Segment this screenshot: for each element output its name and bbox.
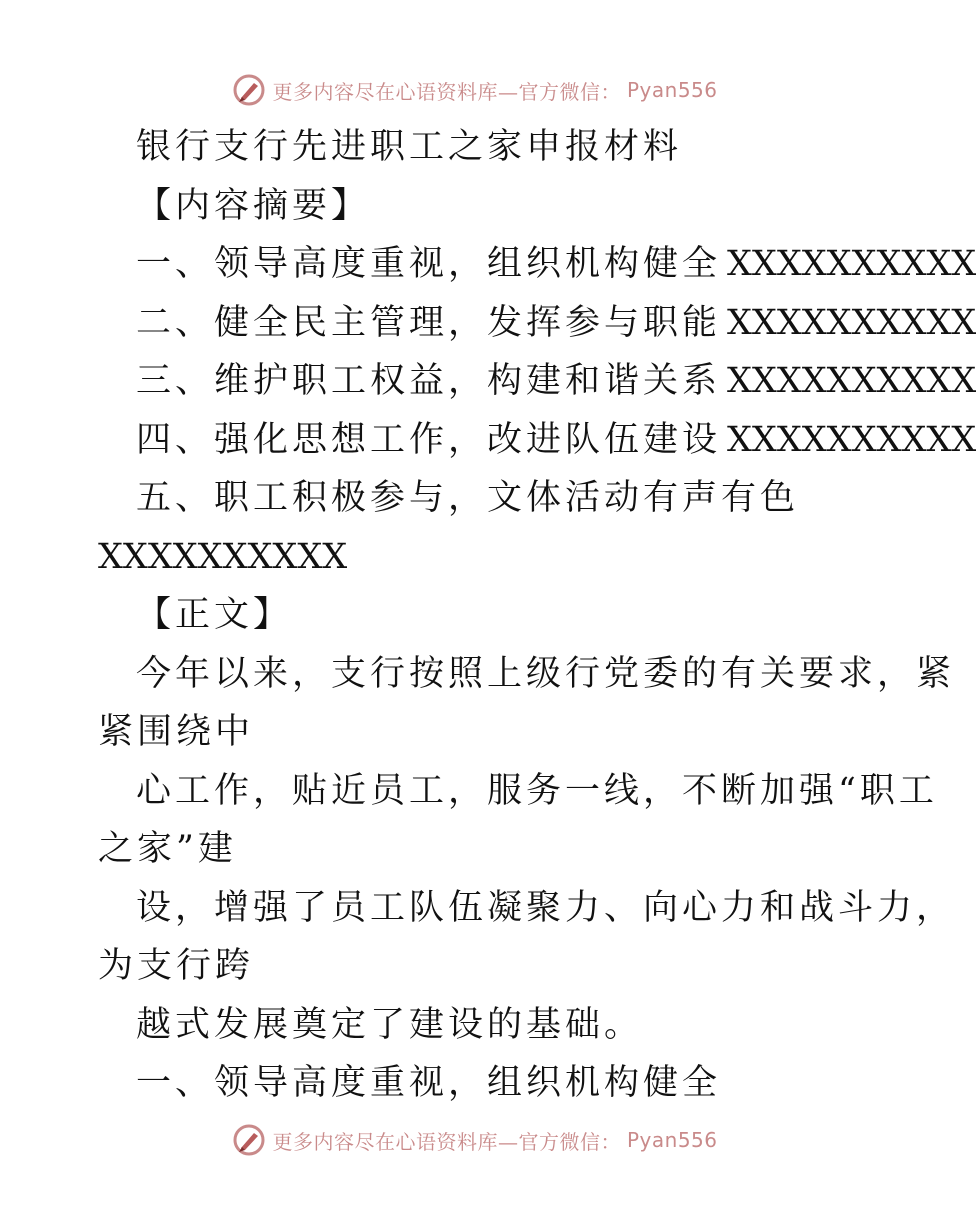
toc-item-placeholder: XXXXXXXXXX <box>727 244 976 284</box>
toc-item-2 <box>98 294 976 353</box>
document-body <box>98 118 976 1113</box>
toc-item-text: 二、健全民主管理，发挥参与职能 <box>136 302 722 343</box>
body-line: 心工作，贴近员工，服务一线，不断加强“职工 <box>136 770 938 811</box>
toc-item-placeholder: XXXXXXXXXX <box>727 419 976 460</box>
body-line: 之家”建 <box>98 829 237 869</box>
watermark-text: 更多内容尽在心语资料库—官方微信： <box>272 1129 621 1154</box>
watermark-handle: Pyan556 <box>626 1128 718 1152</box>
toc-item-placeholder: XXXXXXXXXX <box>727 302 976 343</box>
document-title: 银行支行先进职工之家申报材料 <box>136 127 683 167</box>
toc-item-text: 一、领导高度重视，组织机构健全 <box>136 244 722 284</box>
body-line: 设，增强了员工队伍凝聚力、向心力和战斗力， <box>136 887 956 928</box>
section-heading: 一、领导高度重视，组织机构健全 <box>136 1063 722 1103</box>
toc-item-4 <box>98 411 976 470</box>
toc-item-text: 四、强化思想工作，改进队伍建设 <box>136 419 722 460</box>
watermark-text: 更多内容尽在心语资料库—官方微信： <box>272 79 621 104</box>
watermark-header <box>0 68 950 112</box>
toc-item-3 <box>98 352 976 411</box>
pen-logo-icon <box>232 73 266 107</box>
toc-item-placeholder: XXXXXXXXXX <box>98 536 348 577</box>
pen-logo-icon <box>232 1123 266 1157</box>
body-line: 紧围绕中 <box>98 712 255 752</box>
toc-item-placeholder: XXXXXXXXXX <box>727 361 976 401</box>
toc-item-text: 五、职工积极参与，文体活动有声有色 <box>136 478 800 518</box>
body-line: 为支行跨 <box>98 946 255 986</box>
body-line: 今年以来，支行按照上级行党委的有关要求，紧 <box>136 653 956 694</box>
body-line: 越式发展奠定了建设的基础。 <box>136 1004 644 1045</box>
watermark-handle: Pyan556 <box>626 78 718 102</box>
toc-item-text: 三、维护职工权益，构建和谐关系 <box>136 361 722 401</box>
toc-item-5 <box>98 469 858 528</box>
body-heading: 【正文】 <box>136 595 293 635</box>
watermark-footer <box>0 1118 950 1162</box>
toc-item-1 <box>98 235 976 294</box>
toc-item-5-placeholder <box>98 528 858 587</box>
summary-heading: 【内容摘要】 <box>136 185 371 226</box>
